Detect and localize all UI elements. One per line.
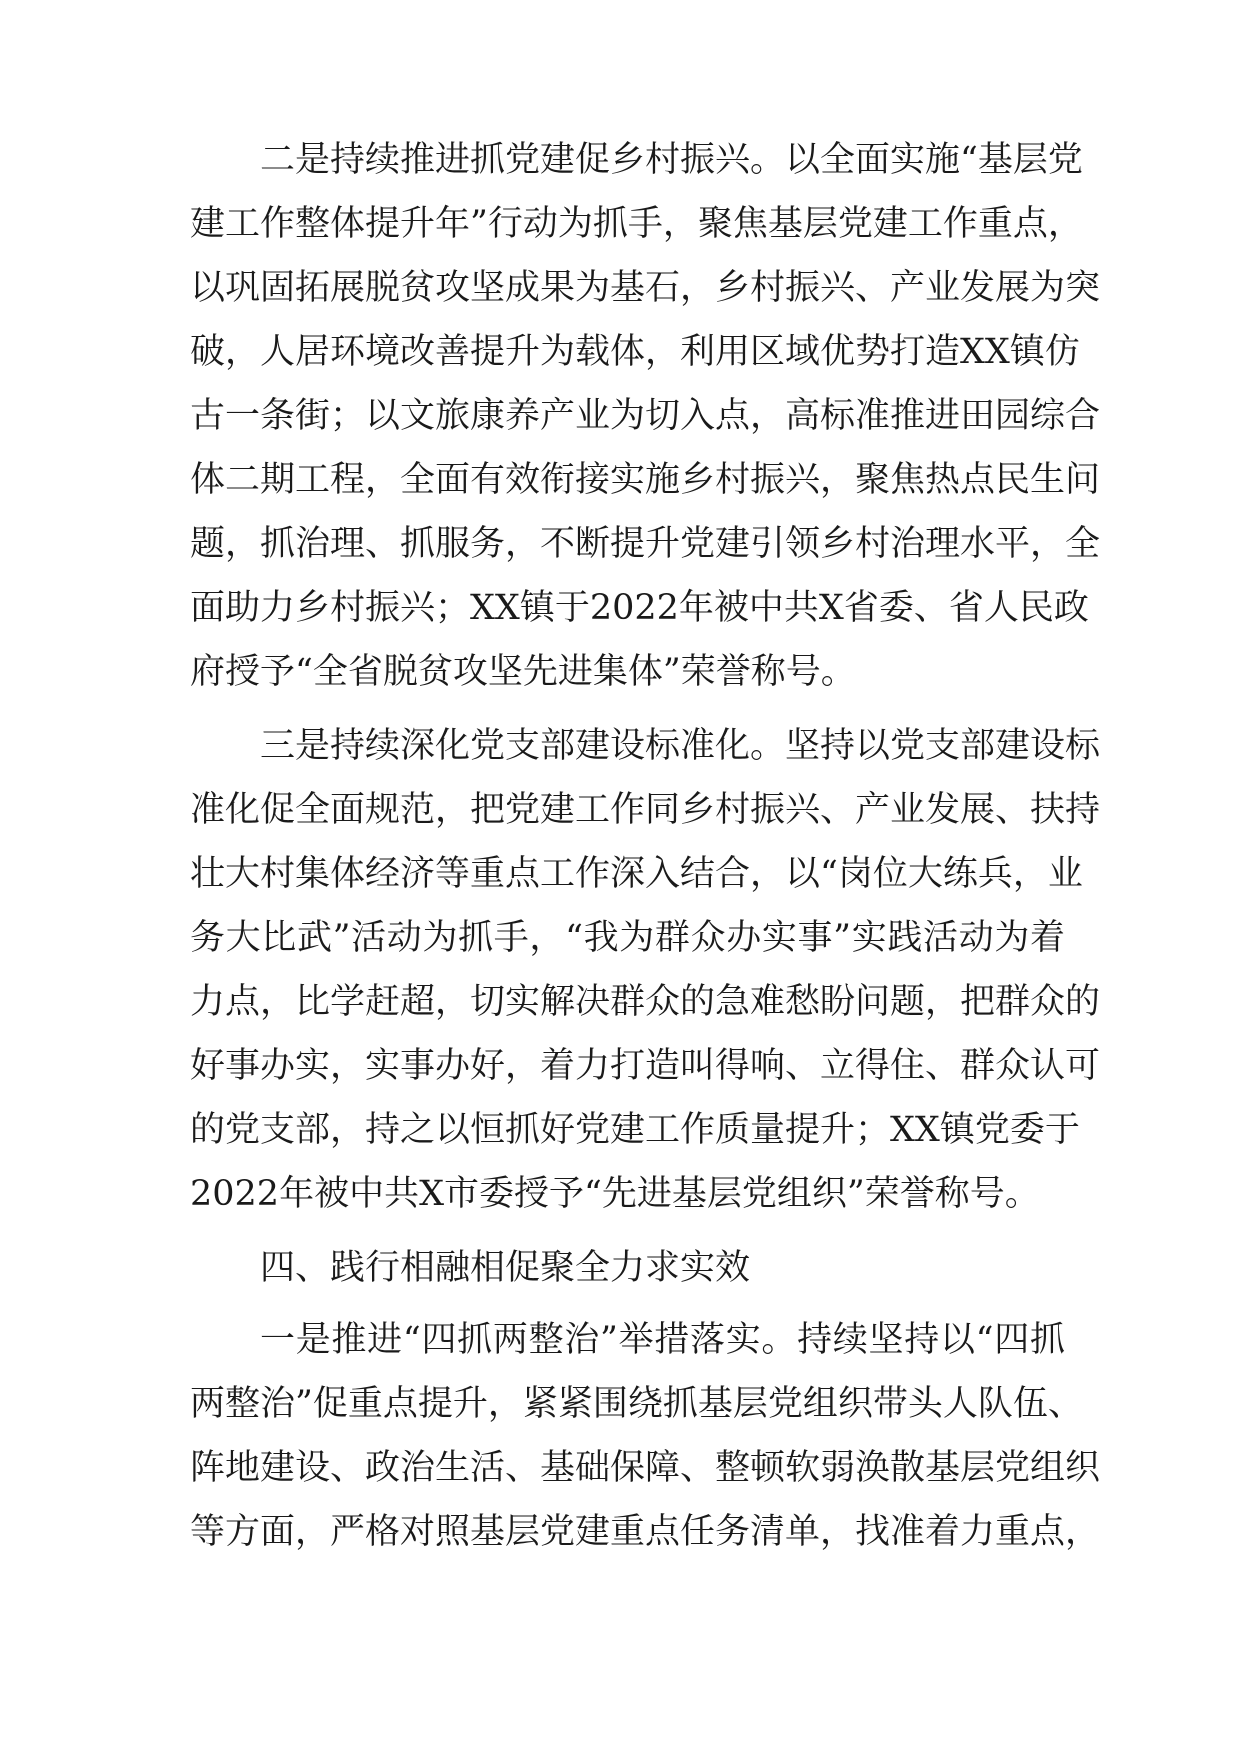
paragraph-line: 面助力乡村振兴；XX镇于2022年被中共X省委、省人民政 [190,588,1089,628]
paragraph-line: 阵地建设、政治生活、基础保障、整顿软弱涣散基层党组织 [190,1448,1101,1488]
paragraph-line: 建工作整体提升年”行动为抓手，聚焦基层党建工作重点， [190,204,1083,244]
paragraph-line: 体二期工程，全面有效衔接实施乡村振兴，聚焦热点民生问 [190,460,1101,500]
paragraph-line: 府授予“全省脱贫攻坚先进集体”荣誉称号。 [190,652,856,692]
section-heading: 四、践行相融相促聚全力求实效 [260,1248,751,1288]
paragraph-line: 的党支部，持之以恒抓好党建工作质量提升；XX镇党委于 [190,1110,1080,1150]
paragraph-line: 壮大村集体经济等重点工作深入结合，以“岗位大练兵，业 [190,854,1083,894]
paragraph-line: 古一条街；以文旅康养产业为切入点，高标准推进田园综合 [190,396,1101,436]
paragraph-line: 题，抓治理、抓服务，不断提升党建引领乡村治理水平，全 [190,524,1101,564]
paragraph-line: 二是持续推进抓党建促乡村振兴。以全面实施“基层党 [260,140,1083,180]
paragraph-line: 好事办实，实事办好，着力打造叫得响、立得住、群众认可 [190,1046,1101,1086]
paragraph-line: 以巩固拓展脱贫攻坚成果为基石，乡村振兴、产业发展为突 [190,268,1101,308]
paragraph-line: 两整治”促重点提升，紧紧围绕抓基层党组织带头人队伍、 [190,1384,1083,1424]
paragraph-line: 等方面，严格对照基层党建重点任务清单，找准着力重点， [190,1512,1101,1552]
paragraph-line: 破，人居环境改善提升为载体，利用区域优势打造XX镇仿 [190,332,1080,372]
paragraph-line: 力点，比学赶超，切实解决群众的急难愁盼问题，把群众的 [190,982,1101,1022]
paragraph-line: 一是推进“四抓两整治”举措落实。持续坚持以“四抓 [260,1320,1065,1360]
paragraph-line: 三是持续深化党支部建设标准化。坚持以党支部建设标 [260,726,1101,766]
paragraph-line: 务大比武”活动为抓手，“我为群众办实事”实践活动为着 [190,918,1065,958]
paragraph-line: 2022年被中共X市委授予“先进基层党组织”荣誉称号。 [190,1174,1040,1214]
paragraph-line: 准化促全面规范，把党建工作同乡村振兴、产业发展、扶持 [190,790,1101,830]
